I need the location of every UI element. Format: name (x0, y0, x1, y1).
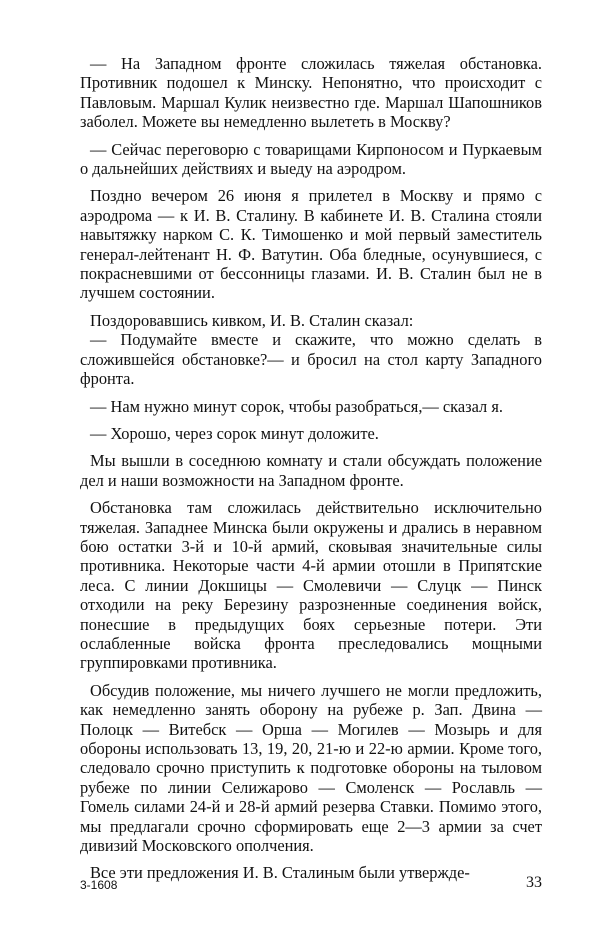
print-code: 3-1608 (80, 878, 118, 892)
paragraph-8: Мы вышли в соседнюю комнату и стали обсуждать положение дел и наши возможности на Западном фронте. (80, 451, 542, 490)
paragraph-7: — Хорошо, через сорок минут доложите. (90, 423, 379, 443)
paragraph-5: — Подумайте вместе и скажите, что можно сделать в сложившейся обстановке?— и бросил на стол карту Западного фронта. (80, 330, 542, 389)
paragraph-9: Обстановка там сложилась действительно исключительно тяжелая. Западнее Минска были окружены и дрались в неравном бою остатки 3-й и 10-й армий, сковывая значительные силы противника. Некоторые части 4-й армии отошли в Припятские леса. С линии Докшицы — Смолевичи — Слуцк — Пинск отходили на реку Березину разрозненные соединения войск, понесшие в предыдущих боях серьезные потери. Эти ослабленные войска фронта преследовались мощными группировками противника. (80, 498, 542, 673)
page-number: 33 (526, 874, 542, 891)
paragraph-3: Поздно вечером 26 июня я прилетел в Москву и прямо с аэродрома — к И. В. Сталину. В кабинете И. В. Сталина стояли навытяжку нарком С. К. Тимошенко и мой первый заместитель генерал-лейтенант Н. Ф. Ватутин. Оба бледные, осунувшиеся, с покрасневшими от бессонницы глазами. И. В. Сталин был не в лучшем состоянии. (80, 186, 542, 303)
text-block (80, 54, 542, 883)
paragraph-1: — На Западном фронте сложилась тяжелая обстановка. Противник подошел к Минску. Непонятно, что происходит с Павловым. Маршал Кулик неизвестно где. Маршал Шапошников заболел. Можете вы немедленно вылететь в Москву? (80, 54, 542, 132)
paragraph-10: Обсудив положение, мы ничего лучшего не могли предложить, как немедленно занять оборону на рубеже р. Зап. Двина — Полоцк — Витебск — Орша — Могилев — Мозырь и для обороны использовать 13, 19, 20, 21-ю и 22-ю армии. Кроме того, следовало срочно приступить к подготовке обороны на тыловом рубеже по линии Селижарово — Смоленск — Рославль — Гомель силами 24-й и 28-й армий резерва Ставки. Помимо этого, мы предлагали срочно сформировать еще 2—3 армии за счет дивизий Московского ополчения. (80, 680, 542, 856)
paragraph-2: — Сейчас переговорю с товарищами Кирпоносом и Пуркаевым о дальнейших действиях и выеду на аэродром. (80, 139, 542, 179)
paragraph-4: Поздоровавшись кивком, И. В. Сталин сказал: (90, 310, 414, 330)
paragraph-11: Все эти предложения И. В. Сталиным были утвержде- (90, 863, 470, 883)
paragraph-6: — Нам нужно минут сорок, чтобы разобраться,— сказал я. (90, 396, 503, 416)
